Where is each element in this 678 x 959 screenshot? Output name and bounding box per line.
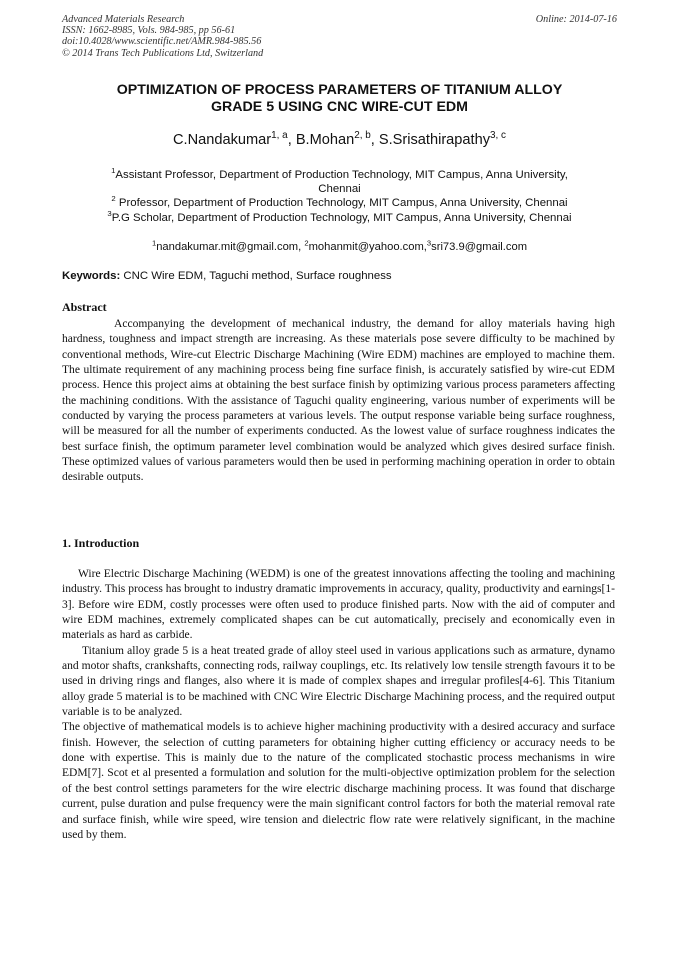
introduction-body — [62, 567, 615, 843]
abstract-body — [62, 317, 615, 486]
author-separator: , — [287, 132, 296, 148]
email-marker: 3 — [426, 238, 432, 248]
affil-marker: 3 — [107, 208, 112, 218]
affil-marker: 1 — [111, 166, 116, 176]
affiliation-2-text: Professor, Department of Production Technology, MIT Campus, Anna University, Chennai — [115, 197, 568, 210]
author-name: C.Nandakumar — [173, 132, 272, 148]
online-date: Online: 2014-07-16 — [535, 14, 617, 25]
email-3[interactable]: sri73.9@gmail.com — [431, 241, 528, 253]
issn-line: ISSN: 1662-8985, Vols. 984-985, pp 56-61 — [62, 25, 236, 37]
email-marker: 1 — [151, 238, 157, 248]
abstract-heading: Abstract — [62, 300, 107, 314]
affiliation-3 — [62, 208, 617, 225]
title-line-1: OPTIMIZATION OF PROCESS PARAMETERS OF TITANIUM ALLOY — [116, 82, 563, 98]
copyright-line: © 2014 Trans Tech Publications Ltd, Switzerland — [62, 47, 264, 59]
affiliation-1 — [62, 168, 617, 182]
email-2[interactable]: mohanmit@yahoo.com, — [308, 241, 427, 253]
journal-name: Advanced Materials Research — [62, 14, 185, 25]
author-emails — [62, 238, 617, 253]
doi-line: doi:10.4028/www.scientific.net/AMR.984-985.56 — [62, 36, 262, 48]
affiliations — [62, 168, 617, 225]
journal-header — [62, 14, 617, 59]
paper-title — [62, 82, 617, 116]
author-name: S.Srisathirapathy — [378, 132, 491, 148]
author-affil-marker: 3, c — [490, 130, 506, 142]
author-list — [62, 132, 617, 148]
title-line-2: GRADE 5 USING CNC WIRE-CUT EDM — [211, 99, 468, 115]
keywords-label: Keywords: — [62, 270, 121, 282]
keywords-text: CNC Wire EDM, Taguchi method, Surface roughness — [120, 270, 392, 282]
affiliation-1-cont: Chennai — [318, 183, 361, 196]
intro-paragraph-3: The objective of mathematical models is to achieve higher machining productivity with a desired accuracy and surface finish. However, the selection of cutting parameters for obtaining higher cutting efficiency or accuracy needs to be done with expertise. This is mainly due to the nature of the complicated stochastic process mechanisms in wire EDM[7]. Scot et al presented a formulation and solution for the multi-objective optimization problem for the selection of the best control settings parameters for the wire electric discharge machining process. It was found that discharge current, pulse duration and pulse frequency were the main significant control factors for both the material removal rate and surface finish, while wire speed, wire tension and dielectric flow rate were relatively significant, in the machine used by them. — [62, 721, 615, 841]
affil-marker: 2 — [111, 194, 116, 204]
email-1[interactable]: nandakumar.mit@gmail.com, — [156, 241, 305, 253]
intro-paragraph-1: Wire Electric Discharge Machining (WEDM) is one of the greatest innovations affecting the tooling and machining industry. This process has brought to industry dramatic improvements in accuracy, quality, productivity and earnings[1-3]. Before wire EDM, costly processes were often used to produce finished parts. Now with the aid of computer and wire EDM machines, extremely complicated shapes can be cut automatically, precisely and economically even in materials as hard as carbide. — [62, 568, 615, 642]
author-separator: , — [370, 132, 379, 148]
email-marker: 2 — [304, 238, 309, 248]
author-affil-marker: 2, b — [354, 130, 371, 142]
author-name: B.Mohan — [295, 132, 355, 148]
affiliation-3-text: P.G Scholar, Department of Production Technology, MIT Campus, Anna University, Chennai — [111, 211, 572, 224]
introduction-heading: 1. Introduction — [62, 536, 140, 550]
affiliation-2 — [62, 196, 617, 210]
abstract-paragraph: Accompanying the development of mechanical industry, the demand for alloy materials having high hardness, toughness and impact strength are increasing. As these materials pose severe difficulty to be machined by conventional methods, Wire-cut Electric Discharge Machining (Wire EDM) machines are employed to machine them. The ultimate requirement of any machining process being fine surface finish, is accurately satisfied by wire-cut EDM process. Hence this project aims at obtaining the best surface finish by optimizing various process parameters affecting the machining conditions. With the assistance of Taguchi quality engineering, various number of experiments will be conducted by varying the process parameters at various levels. The output response variable being surface roughness, will be measured for all the number of experiments conducted. As the lowest value of surface roughness indicates the best surface finish, the optimum parameter level combination would be analyzed which gives desired surface finish. These optimized values of various parameters would then be used in performing machining operation in order to obtain desirable outputs. — [62, 318, 615, 484]
keywords — [62, 270, 617, 282]
intro-paragraph-2: Titanium alloy grade 5 is a heat treated grade of alloy steel used in various applications such as armature, dynamo and motor shafts, crankshafts, connecting rods, railway couplings, etc. Its relatively low tensile strength favours it to be used in driving rings and flanges, also where it is made of complex shapes and irregular profiles[4-6]. This Titanium alloy grade 5 material is to be machined with CNC Wire Electric Discharge Machining process, and the required output variable is to be analyzed. — [62, 644, 615, 719]
author-affil-marker: 1, a — [271, 130, 288, 142]
affiliation-1-text: Assistant Professor, Department of Production Technology, MIT Campus, Anna University, — [115, 169, 568, 181]
